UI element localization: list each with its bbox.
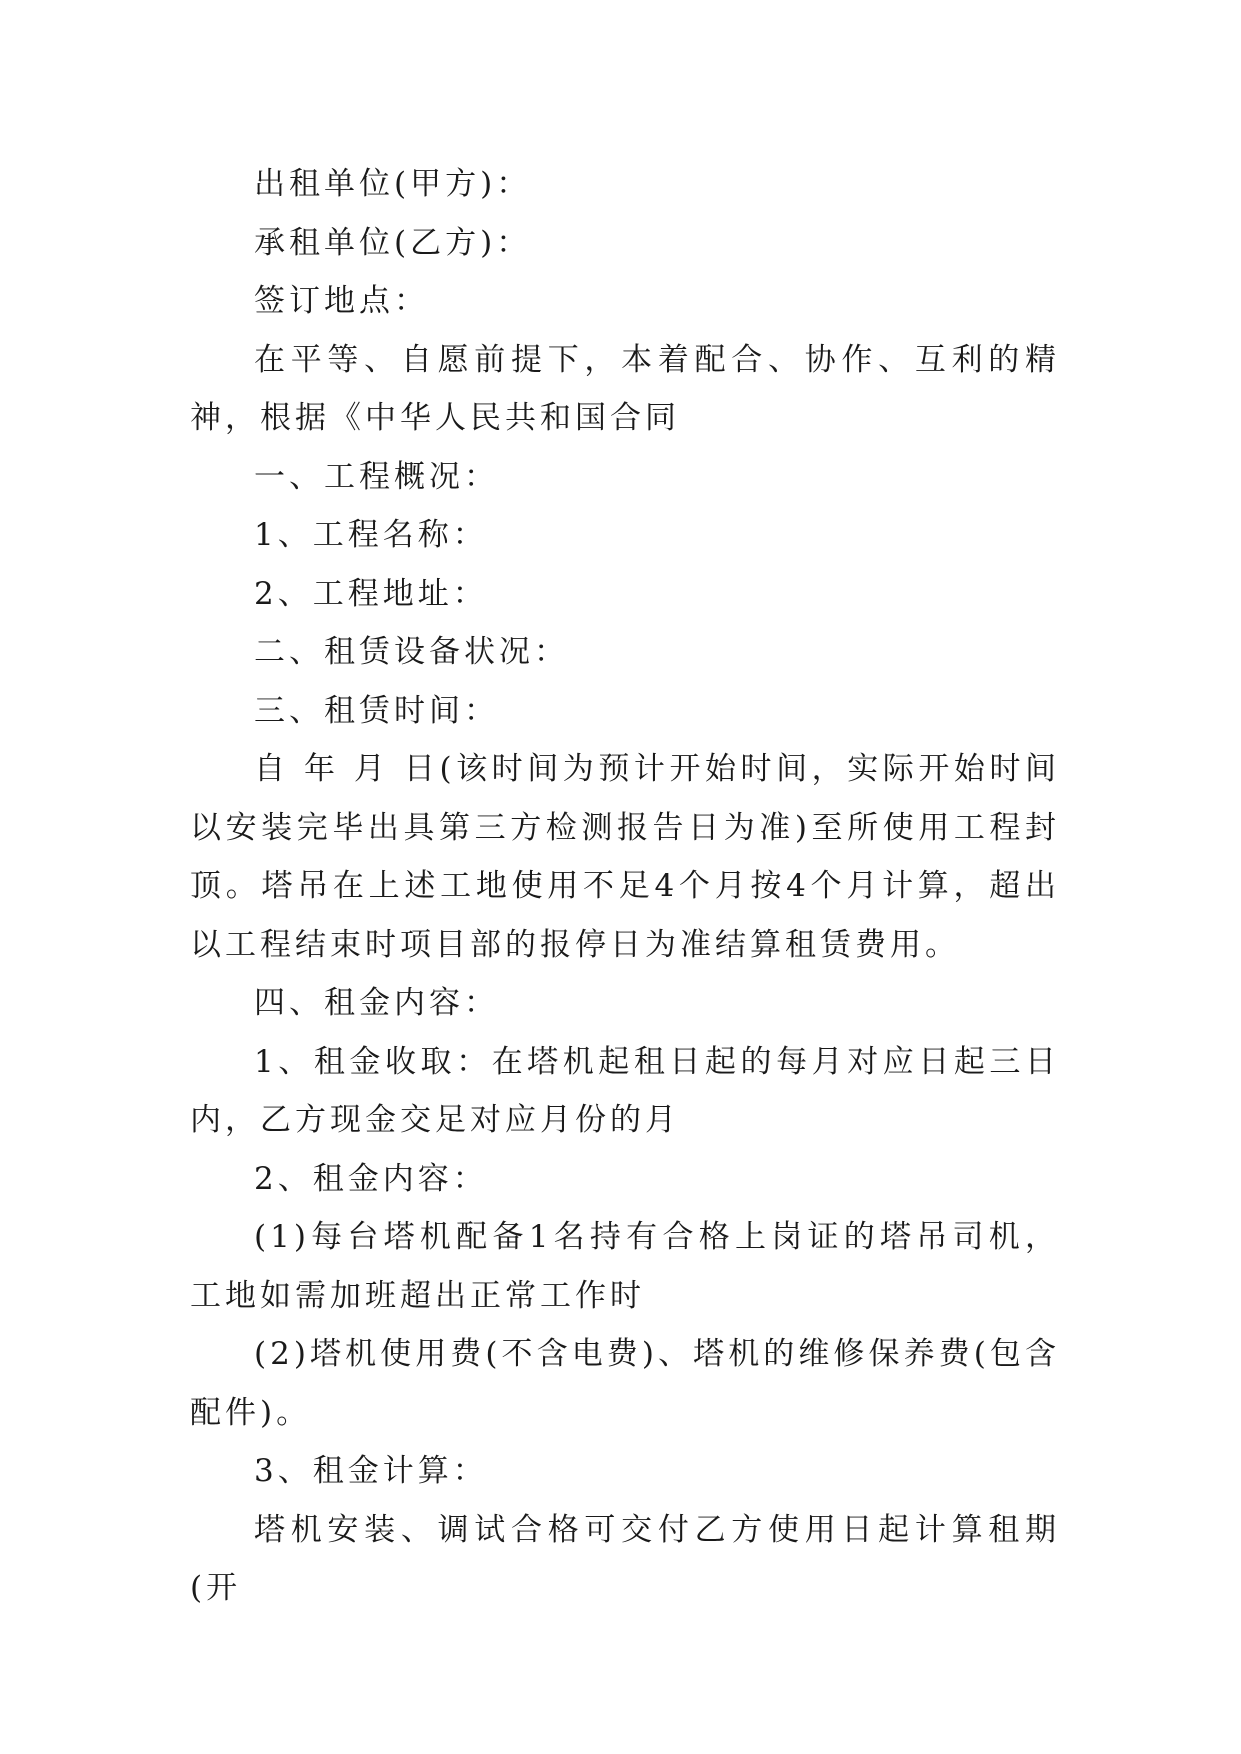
project-name-field: 1、工程名称： [254,517,488,553]
rent-collection-paragraph: 1、租金收取：在塔机起租日起的每月对应日起三日内，乙方现金交足对应月份的月 [190,1043,1060,1138]
preamble-paragraph: 在平等、自愿前提下，本着配合、协作、互利的精神，根据《中华人民共和国合同 [190,341,1060,436]
lessee-field: 承租单位(乙方)： [254,224,532,261]
rent-calculation-heading: 3、租金计算： [254,1453,488,1489]
rent-item-1: (1)每台塔机配备1名持有合格上岗证的塔吊司机，工地如需加班超出正常工作时 [190,1219,1060,1314]
document-body [190,155,1060,1618]
section-heading-project-overview: 一、工程概况： [254,458,499,495]
lessor-field: 出租单位(甲方)： [254,166,532,202]
section-heading-equipment-status: 二、租赁设备状况： [254,634,569,670]
lease-period-paragraph: 自 年 月 日(该时间为预计开始时间，实际开始时间以安装完毕出具第三方检测报告日为准)至所使用工程封顶。塔吊在上述工地使用不足4个月按4个月计算，超出以工程结束时项目部的报停日为准结算租赁费用。 [190,751,1060,963]
signing-location-field: 签订地点： [254,283,429,319]
rent-content-heading: 2、租金内容： [254,1160,488,1197]
rent-calculation-paragraph: 塔机安装、调试合格可交付乙方使用日起计算租期(开 [190,1511,1060,1606]
rent-item-2: (2)塔机使用费(不含电费)、塔机的维修保养费(包含配件)。 [190,1336,1060,1431]
project-address-field: 2、工程地址： [254,575,488,612]
section-heading-lease-period: 三、租赁时间： [254,692,499,729]
section-heading-rent-content: 四、租金内容： [254,985,499,1021]
